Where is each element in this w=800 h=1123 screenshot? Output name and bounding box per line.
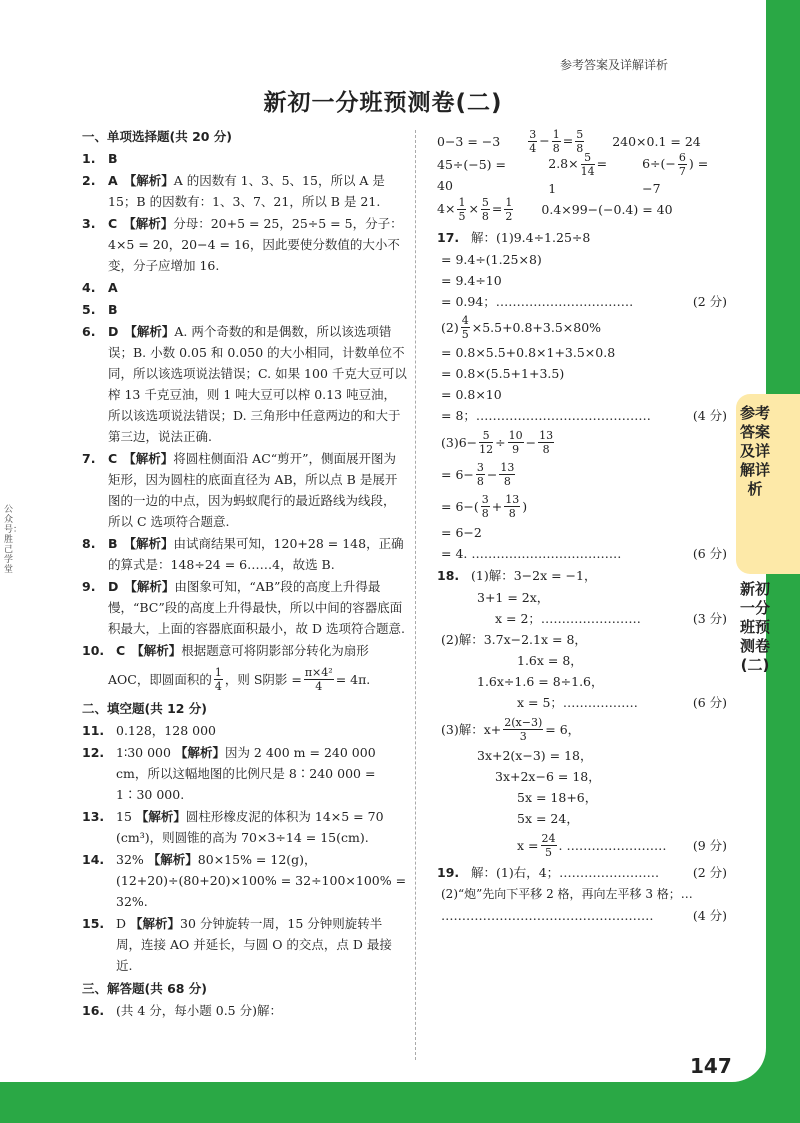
answer-item (82, 806, 407, 848)
analysis-tag: 【解析】 (124, 324, 175, 339)
question-number: 8. (82, 536, 96, 551)
solution-line: = 6−2 (441, 525, 482, 540)
score-label: (6 分) (692, 546, 727, 561)
answer-item (82, 170, 407, 212)
column-divider (415, 130, 416, 1060)
analysis-tag: 【解析】 (131, 643, 182, 658)
calc-expression: 2.8× $\frac{5}{14}$ = 1 (548, 151, 608, 196)
solution-line: = 0.8×(5.5+1+3.5) (441, 366, 565, 381)
analysis-text: 因为 2 400 m = 240 000 cm，所以这幅地图的比例尺是 8∶240 000 = 1∶30 000. (116, 745, 376, 802)
margin-watermark: 公众号：胜己学堂 (4, 505, 23, 575)
question-number: 7. (82, 451, 96, 466)
answer-letter: C (116, 643, 126, 658)
question-number: 12. (82, 745, 105, 760)
answer-letter: D (108, 579, 119, 594)
solution-line: (1)解：3−2x = −1， (471, 568, 597, 583)
calc-row (437, 151, 727, 196)
answer-item (437, 565, 727, 586)
answer-text: 15 (116, 809, 132, 824)
answer-text: 32% (116, 852, 144, 867)
answer-item (82, 742, 407, 805)
answer-item (82, 720, 407, 741)
answer-item (82, 1000, 407, 1021)
solution-line: …………………………………………… (4 分) (437, 905, 727, 926)
answer-item (437, 227, 727, 248)
page-number: 147 (690, 1054, 732, 1078)
analysis-text: 由图象可知，“AB”段的高度上升得最慢，“BC”段的高度上升得最快，所以中间的容器底面积最大，上面的容器底面积最小，故 D 选项符合题意. (108, 579, 405, 636)
solution-line: 解：(1)右，4；…………………… (471, 865, 660, 880)
answer-item (82, 913, 407, 976)
answer-item (82, 321, 407, 447)
formula-text: AOC，即圆面积的 (108, 671, 212, 687)
analysis-text: 30 分钟旋转一周，15 分钟则旋转半周，连接 AO 并延长，与圆 O 的交点，点 D 最接近. (116, 916, 392, 973)
analysis-tag: 【解析】 (135, 809, 186, 824)
answer-text: 0.128，128 000 (116, 723, 216, 738)
question-number: 3. (82, 216, 96, 231)
answer-letter: D (108, 324, 119, 339)
solution-line: = 9.4÷10 (441, 273, 502, 288)
solution-line: = 9.4÷(1.25×8) (441, 252, 542, 267)
answer-letter: C (108, 451, 118, 466)
solution-line: 5x = 18+6， (517, 790, 598, 805)
calc-expression: 0.4×99−(−0.4) = 40 (541, 201, 673, 217)
left-column (82, 124, 407, 1022)
score-label: (2 分) (692, 865, 727, 880)
analysis-text: A. 两个奇数的和是偶数，所以该选项错误；B. 小数 0.05 和 0.050 的大小相同，计数单位不同，所以该选项说法错误；C. 如果 100 千克大豆可以榨 13 千克豆油，则 1 吨大豆可以榨 0.13 吨豆油，所以该选项说法错误；D. 三角形中任意两边的和大于第三边，说法正确. (108, 324, 407, 444)
calc-expression: 240×0.1 = 24 (612, 133, 701, 149)
solution-line: = 0.8×5.5+0.8×1+3.5×0.8 (441, 345, 616, 360)
analysis-text: 分母：20+5 = 25，25÷5 = 5，分子：4×5 = 20，20−4 = 16，因此要使分数值的大小不变，分子应增加 16. (108, 216, 403, 273)
answer-item (82, 277, 407, 298)
analysis-text: 根据题意可将阴影部分转化为扇形 (181, 643, 369, 658)
question-number: 19. (437, 865, 460, 880)
solution-line: = 4. ……………………………… (6 分) (437, 543, 727, 564)
analysis-tag: 【解析】 (123, 216, 174, 231)
question-number: 16. (82, 1003, 105, 1018)
score-label: (4 分) (692, 408, 727, 423)
answer-text: 1∶30 000 (116, 745, 171, 760)
question-number: 5. (82, 302, 96, 317)
score-label: (6 分) (692, 695, 727, 710)
analysis-text: A 的因数有 1、3、5、15，所以 A 是 15；B 的因数有：1、3、7、21，所以 B 是 21. (108, 173, 385, 209)
analysis-tag: 【解析】 (123, 536, 174, 551)
answer-item (82, 213, 407, 276)
question-number: 1. (82, 151, 96, 166)
solution-line: 1.6x÷1.6 = 8÷1.6， (477, 674, 604, 689)
question-number: 4. (82, 280, 96, 295)
question-number: 9. (82, 579, 96, 594)
answer-letter: B (108, 151, 118, 166)
solution-line: (2)“炮”先向下平移 2 格，再向左平移 3 格；… (441, 887, 693, 901)
question-number: 6. (82, 324, 96, 339)
answer-letter: A (108, 173, 118, 188)
question-number: 13. (82, 809, 105, 824)
analysis-tag: 【解析】 (123, 173, 174, 188)
answer-letter: C (108, 216, 118, 231)
solution-line: x = $\frac{24}{5}$ . …………………… (9 分) (517, 831, 727, 859)
solution-line: (3)解：x+ $\frac{2(x-3)}{3}$ = 6， (441, 715, 581, 743)
question-number: 2. (82, 173, 96, 188)
analysis-text: 80×15% = 12(g)，(12+20)÷(80+20)×100% = 32÷100×100% = 32%. (116, 852, 407, 909)
question-number: 18. (437, 568, 460, 583)
answer-item (82, 576, 407, 639)
score-label: (2 分) (692, 294, 727, 309)
analysis-text: 圆柱形橡皮泥的体积为 14×5 = 70 (cm³)，则圆锥的高为 70×3÷14 = 15(cm). (116, 809, 384, 845)
score-label: (4 分) (692, 908, 727, 923)
answer-item (82, 640, 407, 661)
section-heading-fill: 二、填空题(共 12 分) (82, 701, 208, 716)
calc-expression: 0−3 = −3 (437, 133, 501, 149)
score-label: (9 分) (692, 837, 727, 853)
score-label: (3 分) (692, 611, 727, 626)
answer-letter: A (108, 280, 118, 295)
solution-line: (3)6− $\frac{5}{12}$ ÷ $\frac{10}{9}$ − $\frac{13}{8}$ (441, 428, 554, 456)
solution-line: = 8；…………………………………… (4 分) (437, 405, 727, 426)
solution-line: = 0.94；…………………………… (2 分) (437, 291, 727, 312)
formula-line (82, 662, 407, 696)
calc-expression: 4× $\frac{1}{5}$ × $\frac{5}{8}$ = $\frac{1}{2}$ (437, 195, 513, 223)
question-number: 10. (82, 643, 105, 658)
solution-line: x = 5；……………… (6 分) (437, 692, 727, 713)
answer-letter: B (108, 302, 118, 317)
answer-item (82, 448, 407, 532)
page-title: 新初一分班预测卷(二) (263, 90, 503, 116)
answer-text: (共 4 分，每小题 0.5 分)解： (116, 1003, 282, 1018)
solution-line: x = 2；…………………… (3 分) (437, 608, 727, 629)
calc-expression: $\frac{3}{4}$ − $\frac{1}{8}$ = $\frac{5}{8}$ (529, 127, 584, 155)
solution-line: = 6−( $\frac{3}{8}$ + $\frac{13}{8}$ ) (441, 492, 528, 520)
analysis-tag: 【解析】 (174, 745, 225, 760)
section-heading-solve: 三、解答题(共 68 分) (82, 981, 208, 996)
answer-item (82, 533, 407, 575)
answer-item (82, 148, 407, 169)
solution-line: 3x+2(x−3) = 18， (477, 748, 593, 763)
solution-line: 5x = 24， (517, 811, 579, 826)
solution-line: (2)解：3.7x−2.1x = 8， (441, 632, 587, 647)
header-section-label: 参考答案及详解详析 (560, 58, 669, 72)
solution-line: = 0.8×10 (441, 387, 502, 402)
analysis-tag: 【解析】 (147, 852, 198, 867)
question-number: 14. (82, 852, 105, 867)
solution-line: 1.6x = 8， (517, 653, 583, 668)
solution-line: 3+1 = 2x， (477, 590, 550, 605)
calc-expression: 6÷(− $\frac{6}{7}$ ) = −7 (642, 151, 709, 196)
solution-line: (2) $\frac{4}{5}$ ×5.5+0.8+3.5×80% (441, 313, 602, 341)
fraction: $\frac{\text{π×4²}}{4}$ (304, 665, 333, 693)
answer-text: D (116, 916, 127, 931)
answer-item (82, 849, 407, 912)
solution-line: 3x+2x−6 = 18， (495, 769, 601, 784)
answer-item (437, 862, 727, 883)
section-heading-choice: 一、单项选择题(共 20 分) (82, 129, 233, 144)
side-tab-paper-title: 新初一分班预测卷(二) (739, 580, 770, 674)
calc-expression: 45÷(−5) = 40 (437, 157, 507, 193)
formula-text: = 4π. (335, 671, 371, 687)
analysis-tag: 【解析】 (124, 579, 175, 594)
question-number: 11. (82, 723, 105, 738)
solution-line: = 6− $\frac{3}{8}$ − $\frac{13}{8}$ (441, 460, 515, 488)
formula-text: ，则 S阴影 = (224, 671, 302, 687)
fraction: $\frac{1}{4}$ (214, 665, 222, 693)
analysis-text: 将圆柱侧面沿 AC“剪开”，侧面展开图为矩形，因为圆柱的底面直径为 AB，所以点 B 是展开图的一边的中点，因为蚂蚁爬行的最近路线为线段，所以 C 选项符合题意. (108, 451, 398, 529)
analysis-text: 由试商结果可知，120+28 = 148，正确的算式是：148÷24 = 6……4，故选 B. (108, 536, 404, 572)
right-column (437, 124, 727, 926)
answer-item (82, 299, 407, 320)
side-tab-answers (736, 394, 800, 574)
analysis-tag: 【解析】 (123, 451, 174, 466)
question-number: 15. (82, 916, 105, 931)
question-number: 17. (437, 230, 460, 245)
analysis-tag: 【解析】 (130, 916, 181, 931)
answer-letter: B (108, 536, 118, 551)
side-tab-label: 参考答案及详解详析 (739, 404, 770, 498)
solution-line: 解：(1)9.4÷1.25÷8 (471, 230, 591, 245)
